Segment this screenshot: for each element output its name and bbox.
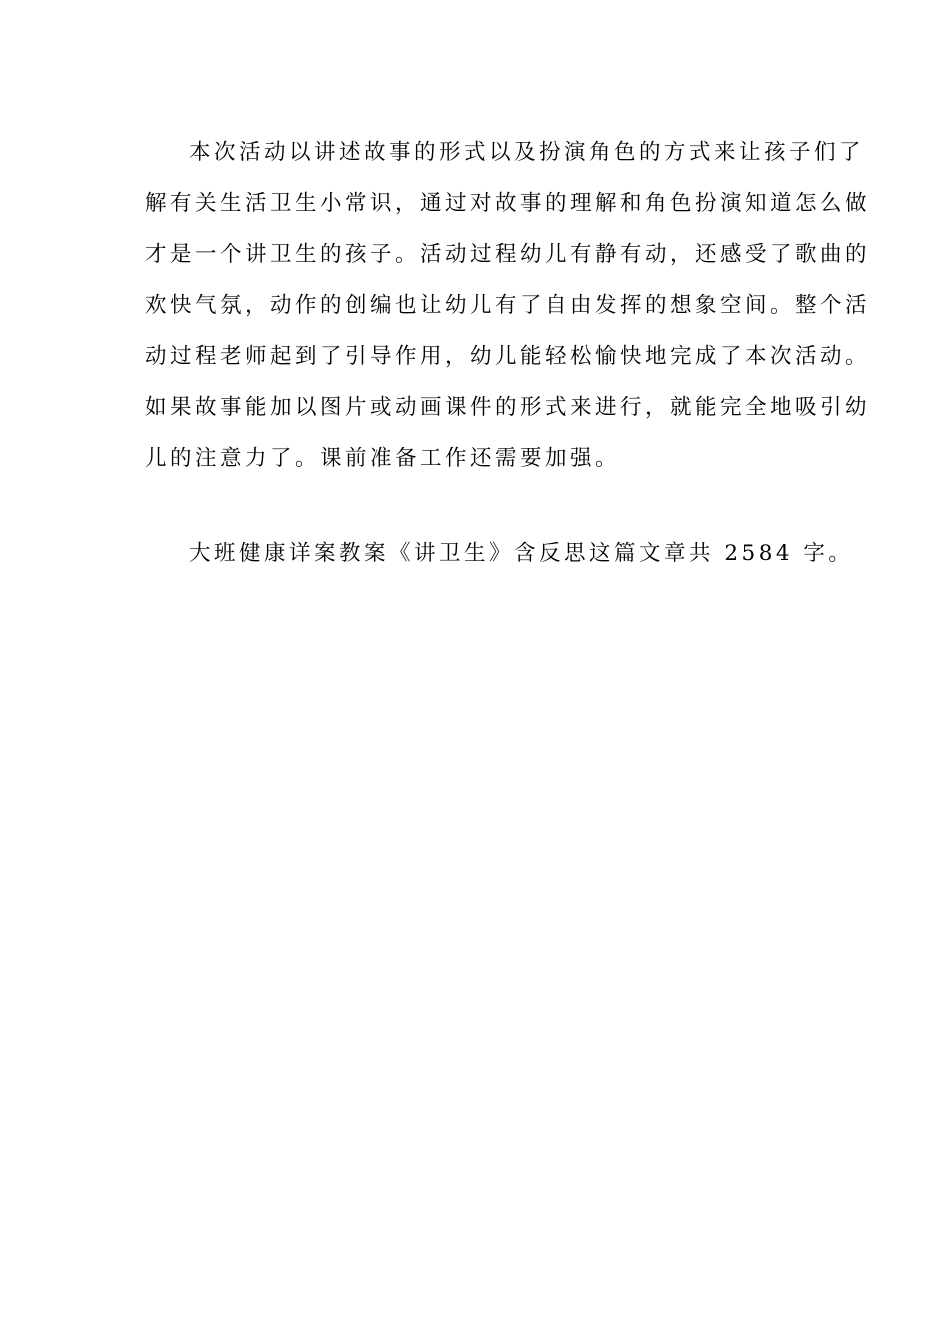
paragraph-line: 儿的注意力了。课前准备工作还需要加强。 xyxy=(145,446,621,471)
word-count-text: 大班健康详案教案《讲卫生》含反思这篇文章共 2584 字。 xyxy=(189,541,854,566)
paragraph-line: 才是一个讲卫生的孩子。活动过程幼儿有静有动，还感受了歌曲的 xyxy=(145,242,871,267)
reflection-paragraph xyxy=(145,127,871,484)
paragraph-line: 欢快气氛，动作的创编也让幼儿有了自由发挥的想象空间。整个活 xyxy=(145,293,871,318)
paragraph-line: 如果故事能加以图片或动画课件的形式来进行，就能完全地吸引幼 xyxy=(145,395,871,420)
paragraph-line: 解有关生活卫生小常识，通过对故事的理解和角色扮演知道怎么做 xyxy=(145,191,871,216)
paragraph-line: 动过程老师起到了引导作用，幼儿能轻松愉快地完成了本次活动。 xyxy=(145,344,871,369)
paragraph-line: 本次活动以讲述故事的形式以及扮演角色的方式来让孩子们了 xyxy=(189,140,865,165)
article-word-count-note xyxy=(145,528,854,579)
